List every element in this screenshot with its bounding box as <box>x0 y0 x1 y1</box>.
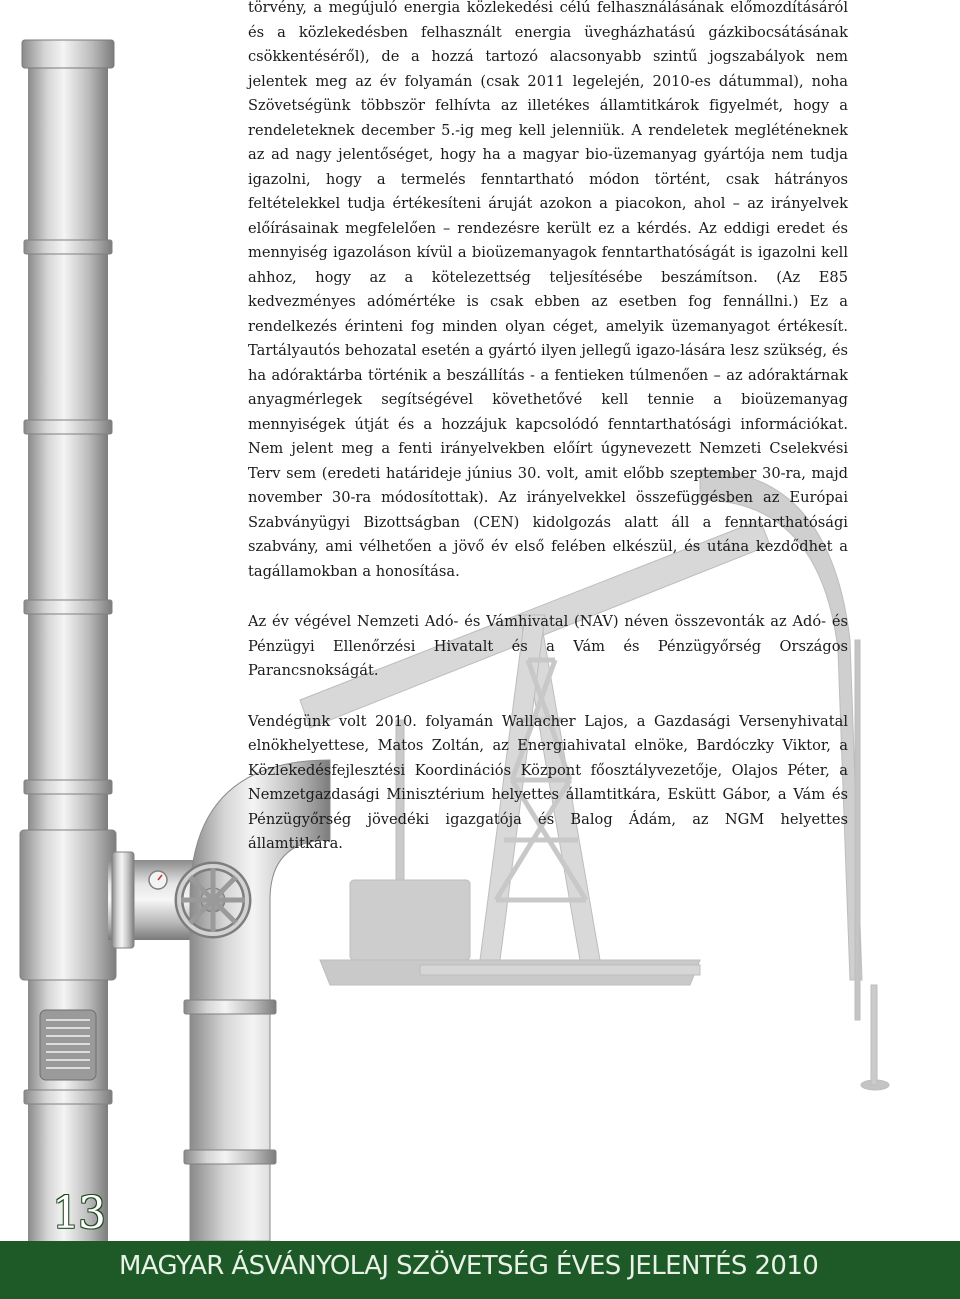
paragraph-regulations: törvény, a megújuló energia közlekedési célú felhasználásának előmozdításáról és a közlekedésben felhasznált energia üvegházhatású gázkibocsátásának csökkentéséről), de a hozzá tartozó alacsonyabb szintű jogszabályok nem jelentek meg az év folyamán (csak 2011 legelején, 2010-es dátummal), noha Szövetségünk többször felhívta az illetékes államtitkárok figyelmét, hogy a rendeleteknek december 5.-ig meg kell jelenniük. A rendeletek megléténeknek az ad nagy jelentőséget, hogy ha a magyar bio-üzemanyag gyártója nem tudja igazolni, hogy a termelés fenntartható módon történt, csak hátrányos feltételekkel tudja értékesíteni áruját azokon a piacokon, ahol – az irányelvek előírásainak megfelelően – rendezésre került ez a kérdés. Az eddigi eredet és mennyiség igazoláson kívül a bioüzemanyagok fenntarthatóságát is igazolni kell ahhoz, hogy az a kötelezettség teljesítésébe beszámítson. (Az E85 kedvezményes adómértéke is csak ebben az esetben fog fennállni.) Ez a rendelkezés érinteni fog minden olyan céget, amelyik üzemanyagot értékesít. Tartályautós behozatal esetén a gyártó ilyen jellegű igazo-lására lesz szükség, és ha adóraktárba történik a beszállítás - a fentieken túlmenően – az adóraktárnak anyagmérlegek segítségével követhetővé kell tennie a bioüzemanyag mennyiségek útját és a hozzájuk kapcsolódó fenntarthatósági információkat. Nem jelent meg a fenti irányelvekben előírt úgynevezett Nemzeti Cselekvési Terv sem (eredeti határideje június 30. volt, amit előbb szeptember 30-ra, majd november 30-ra módosítottak). Az irányelvekkel összefüggésben az Európai Szabványügyi Bizottságban (CEN) kidolgozás alatt áll a fenntarthatósági szabvány, ami vélhetően a jövő év első felében elkészül, és utána kezdődhet a tagállamokban a honosítása. <box>248 0 848 580</box>
valve-wheel-icon <box>179 866 247 934</box>
footer-band <box>0 1241 960 1299</box>
paragraph-guests: Vendégünk volt 2010. folyamán Wallacher Lajos, a Gazdasági Versenyhivatal elnökhelyettese, Matos Zoltán, az Energiahivatal elnöke, Bardóczky Viktor, a Közlekedésfejlesztési Koordinációs Központ főosztályvezetője, Olajos Péter, a Nemzetgazdasági Minisztérium helyettes államtitkára, Eskütt Gábor, a Vám és Pénzügyőrség jövedéki igazgatója és Balog Ádám, az NGM helyettes államtitkára. <box>248 712 848 852</box>
footer-title: MAGYAR ÁSVÁNYOLAJ SZÖVETSÉG ÉVES JELENTÉS 2010 <box>119 1251 819 1281</box>
article-body <box>248 0 848 857</box>
page-number: 13 <box>52 1188 104 1239</box>
pressure-gauge-icon <box>149 871 167 889</box>
paragraph-nav: Az év végével Nemzeti Adó- és Vámhivatal (NAV) néven összevonták az Adó- és Pénzügyi Ellenőrzési Hivatalt és a Vám és Pénzügyőrség Országos Parancsnokságát. <box>248 613 848 679</box>
